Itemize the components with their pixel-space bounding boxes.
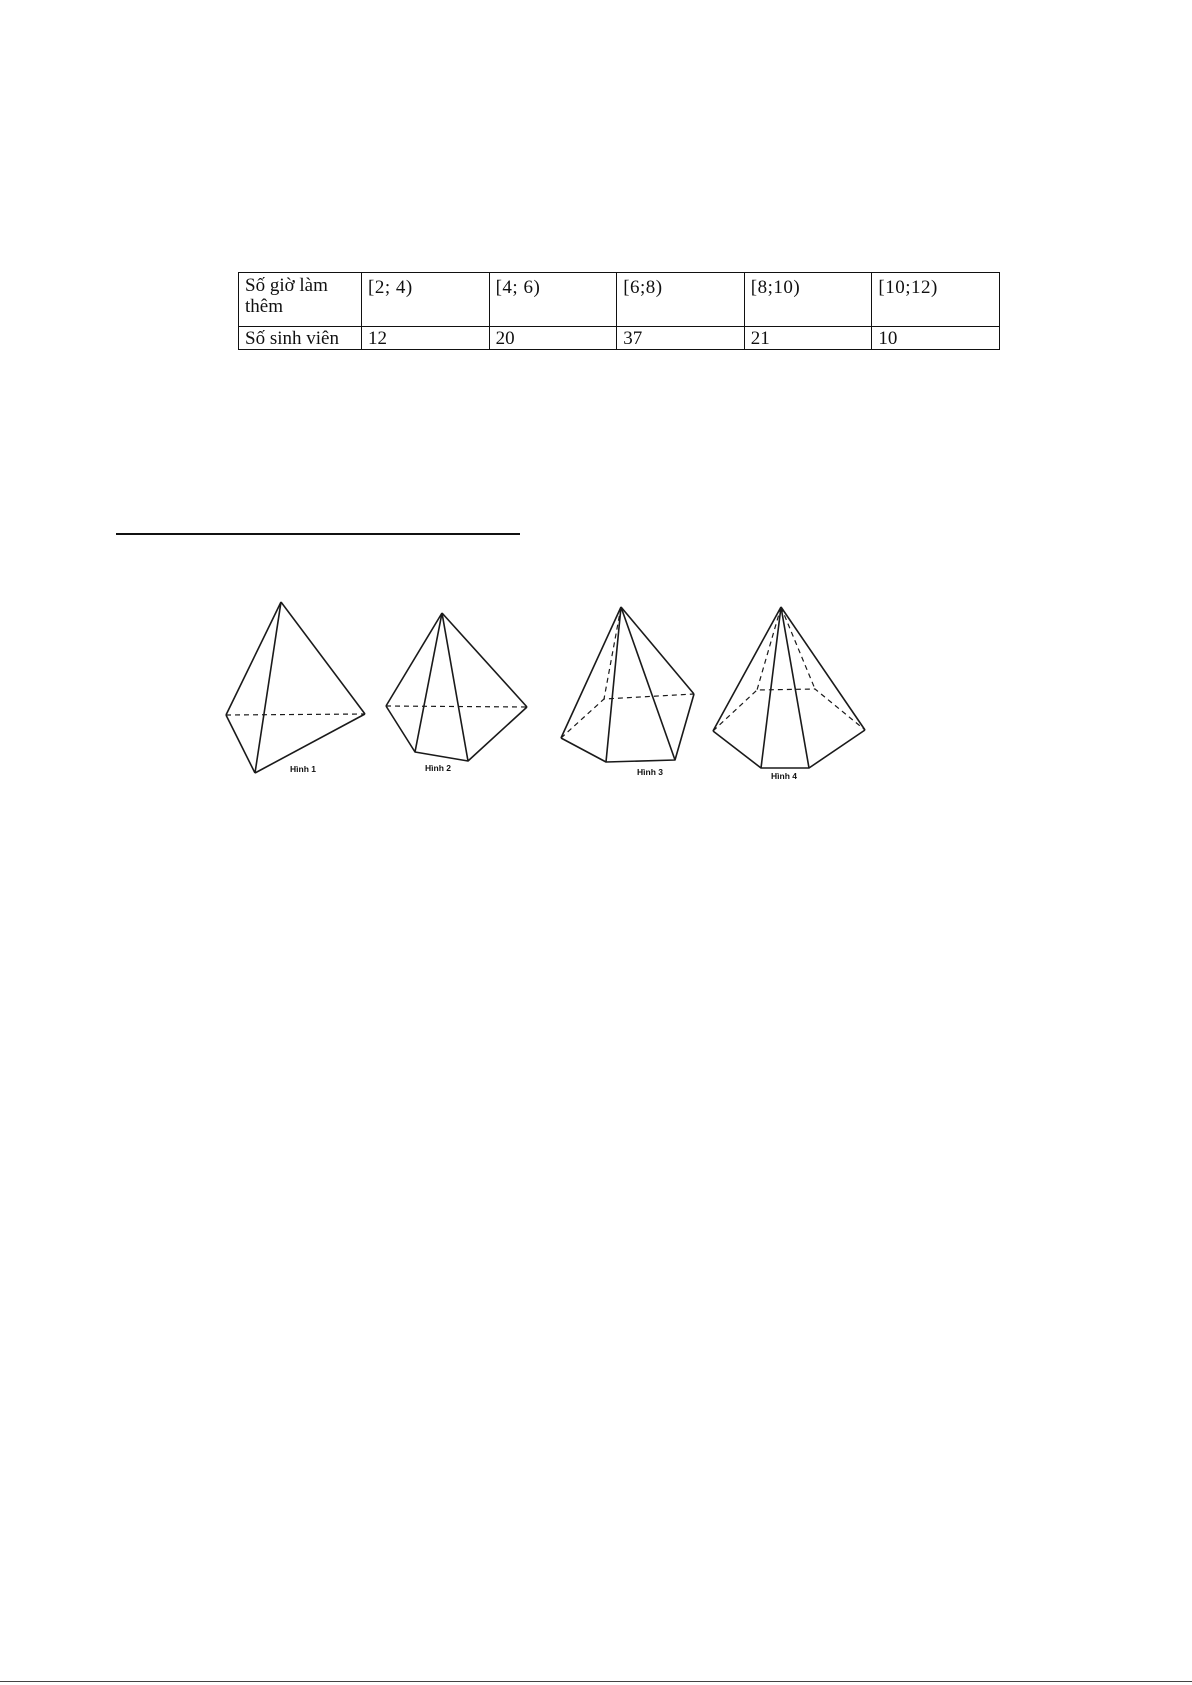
table-row-students xyxy=(239,327,1000,350)
footer-divider xyxy=(0,1681,1192,1682)
pyramid-figure-3 xyxy=(561,607,694,762)
header-line-1: Số giờ làm xyxy=(245,275,328,296)
figure-label-3: Hình 3 xyxy=(637,767,663,777)
count-cell: 37 xyxy=(617,327,745,350)
frequency-table xyxy=(238,272,1000,350)
pyramid-figure-1 xyxy=(226,602,365,773)
interval-cell: [6;8) xyxy=(617,273,745,327)
figure-label-4: Hình 4 xyxy=(771,771,797,781)
pyramid-figures xyxy=(0,585,880,785)
section-underline xyxy=(116,533,520,535)
count-cell: 12 xyxy=(362,327,490,350)
header-line-2: thêm xyxy=(245,296,283,317)
count-cell: 20 xyxy=(489,327,617,350)
table-header-hours xyxy=(239,273,362,327)
interval-cell: [2; 4) xyxy=(362,273,490,327)
figure-label-2: Hình 2 xyxy=(425,763,451,773)
pyramid-figure-2 xyxy=(386,613,527,761)
figure-label-1: Hình 1 xyxy=(290,764,316,774)
count-cell: 10 xyxy=(872,327,1000,350)
interval-cell: [10;12) xyxy=(872,273,1000,327)
count-cell: 21 xyxy=(744,327,872,350)
table-header-students: Số sinh viên xyxy=(239,327,362,350)
table-row-hours xyxy=(239,273,1000,327)
pyramid-figure-4 xyxy=(713,607,865,768)
interval-cell: [8;10) xyxy=(744,273,872,327)
interval-cell: [4; 6) xyxy=(489,273,617,327)
